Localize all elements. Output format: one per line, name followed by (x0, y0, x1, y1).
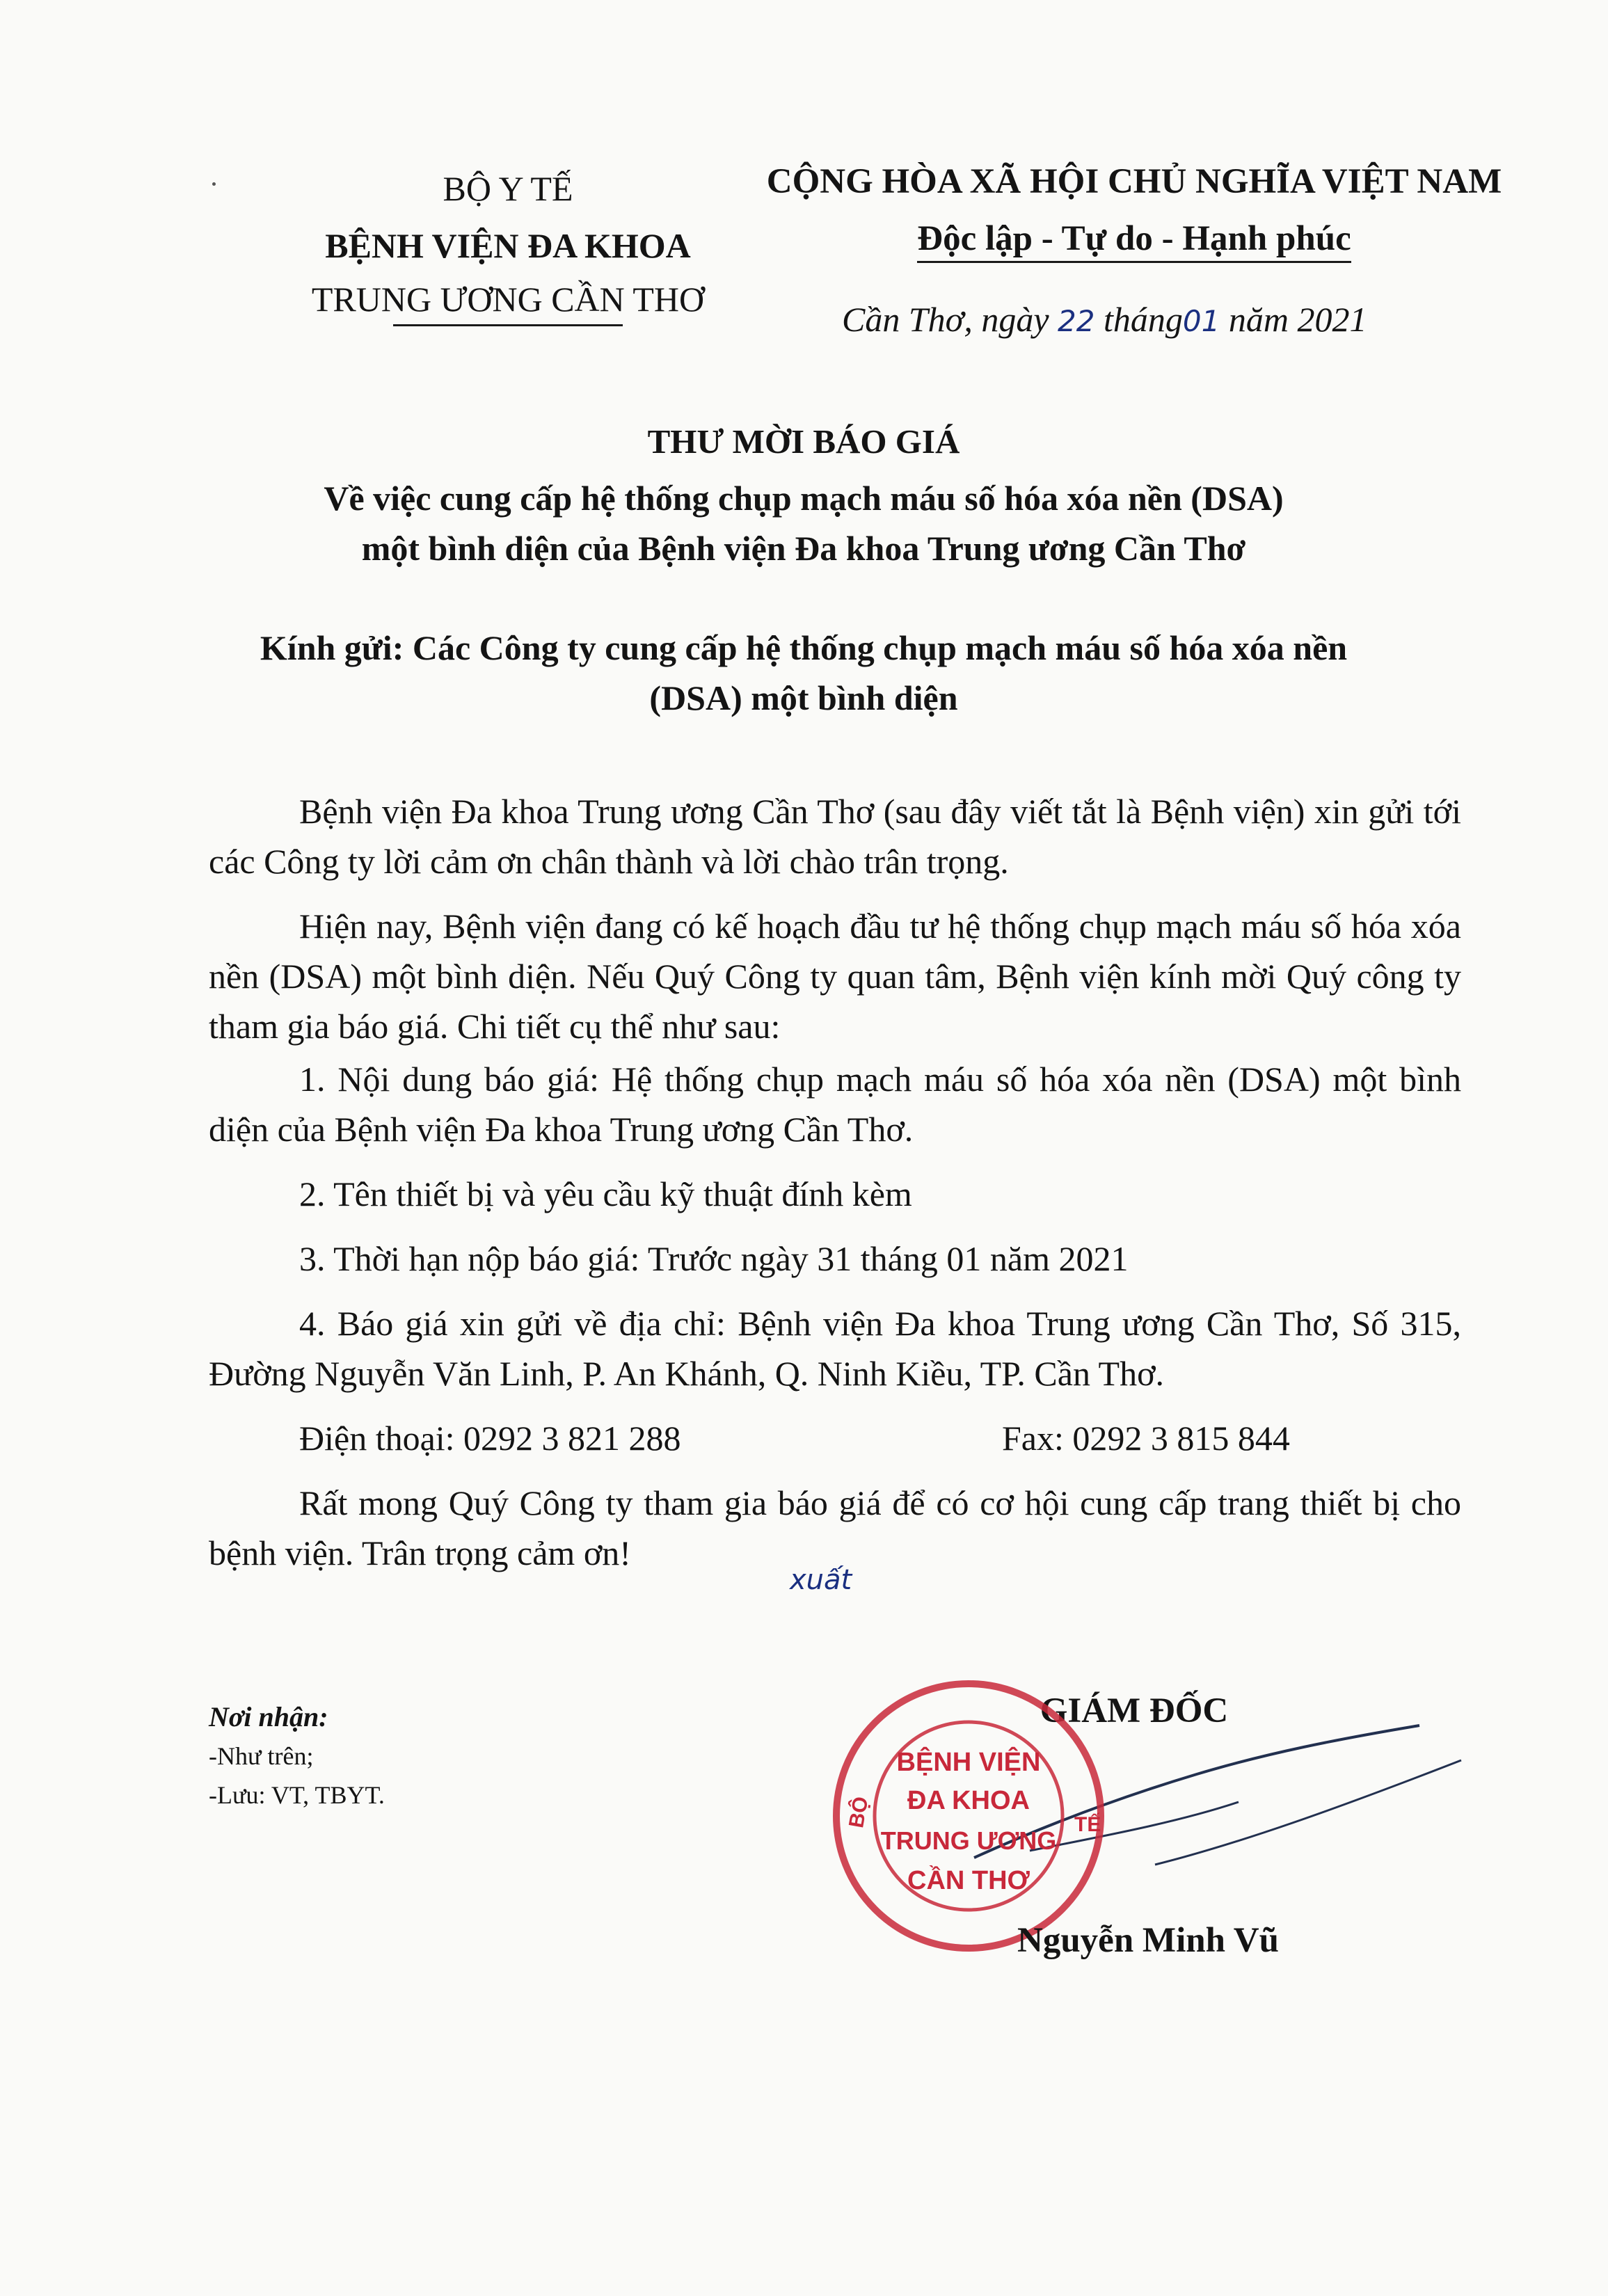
document-title: THƯ MỜI BÁO GIÁ (647, 422, 960, 461)
signer-position: GIÁM ĐỐC (1040, 1691, 1229, 1730)
republic-name: CỘNG HÒA XÃ HỘI CHỦ NGHĨA VIỆT NAM (766, 162, 1502, 201)
header-underline (393, 324, 623, 326)
date-month: 01 (1182, 304, 1220, 338)
fax-number: Fax: 0292 3 815 844 (1002, 1419, 1290, 1458)
body-paragraph-2: Hiện nay, Bệnh viện đang có kế hoạch đầu tư hệ thống chụp mạch máu số hóa xóa nền (DSA) một bình diện. Nếu Quý Công ty quan tâm, Bệnh viện kính mời Quý công ty tham gia báo giá. Chi tiết cụ thể như sau: (209, 907, 1461, 1046)
hospital-seal (829, 1677, 1108, 1955)
closing-paragraph: Rất mong Quý Công ty tham gia báo giá để có cơ hội cung cấp trang thiết bị cho bệnh viện. Trân trọng cảm ơn! (209, 1483, 1461, 1572)
addressee-line1: Kính gửi: Các Công ty cung cấp hệ thống chụp mạch máu số hóa xóa nền (260, 628, 1348, 667)
subtitle-line2: một bình diện của Bệnh viện Đa khoa Trung ương Cần Thơ (361, 529, 1246, 568)
date-month-label: tháng (1104, 300, 1183, 339)
signer-name: Nguyễn Minh Vũ (1017, 1921, 1279, 1960)
body-paragraph-1: Bệnh viện Đa khoa Trung ương Cần Thơ (sau đây viết tắt là Bệnh viện) xin gửi tới các Công ty lời cảm ơn chân thành và lời chào trân trọng. (209, 792, 1461, 881)
recipient-item: -Như trên; (209, 1742, 314, 1770)
date-day: 22 (1058, 304, 1095, 338)
scan-speck (212, 182, 216, 186)
date-prefix: Cần Thơ, ngày (842, 300, 1049, 339)
hospital-name-line2: TRUNG ƯƠNG CẦN THƠ (311, 280, 705, 319)
hospital-name-line1: BỆNH VIỆN ĐA KHOA (325, 226, 691, 265)
addressee (174, 623, 1433, 723)
seal-line-1: BỆNH VIỆN (896, 1748, 1041, 1777)
addressee-line2: (DSA) một bình diện (649, 678, 958, 717)
national-header (765, 153, 1503, 267)
recipients-label: Nơi nhận: (209, 1701, 328, 1732)
seal-rim-right: TẾ (1074, 1813, 1101, 1836)
ministry-name: BỘ Y TẾ (443, 169, 573, 208)
recipient-item: -Lưu: VT, TBYT. (209, 1781, 385, 1809)
subtitle-line1: Về việc cung cấp hệ thống chụp mạch máu số hóa xóa nền (DSA) (324, 479, 1284, 518)
seal-rim-left: BỘ (845, 1794, 873, 1830)
document-subtitle (174, 473, 1433, 573)
body-item-1: 1. Nội dung báo giá: Hệ thống chụp mạch máu số hóa xóa nền (DSA) một bình diện của Bệnh viện Đa khoa Trung ương Cần Thơ. (209, 1060, 1461, 1149)
body-item-2: 2. Tên thiết bị và yêu cầu kỹ thuật đính kèm (299, 1174, 912, 1213)
contact-line (209, 1413, 1461, 1463)
phone-number: Điện thoại: 0292 3 821 288 (299, 1419, 681, 1458)
issuer-header (250, 160, 765, 326)
handwritten-note: xuất (790, 1564, 852, 1596)
seal-line-3: TRUNG ƯƠNG (880, 1826, 1057, 1855)
date-line (842, 299, 1503, 340)
seal-line-4: CẦN THƠ (907, 1866, 1030, 1895)
date-year: năm 2021 (1228, 300, 1367, 339)
seal-line-2: ĐA KHOA (907, 1786, 1030, 1815)
recipients-block (209, 1698, 696, 1815)
letter-body (209, 786, 1461, 1593)
body-item-4: 4. Báo giá xin gửi về địa chỉ: Bệnh viện Đa khoa Trung ương Cần Thơ, Số 315, Đường Nguyễn Văn Linh, P. An Khánh, Q. Ninh Kiều, TP. Cần Thơ. (209, 1304, 1461, 1393)
national-motto: Độc lập - Tự do - Hạnh phúc (917, 219, 1351, 263)
body-item-3: 3. Thời hạn nộp báo giá: Trước ngày 31 tháng 01 năm 2021 (299, 1239, 1129, 1278)
